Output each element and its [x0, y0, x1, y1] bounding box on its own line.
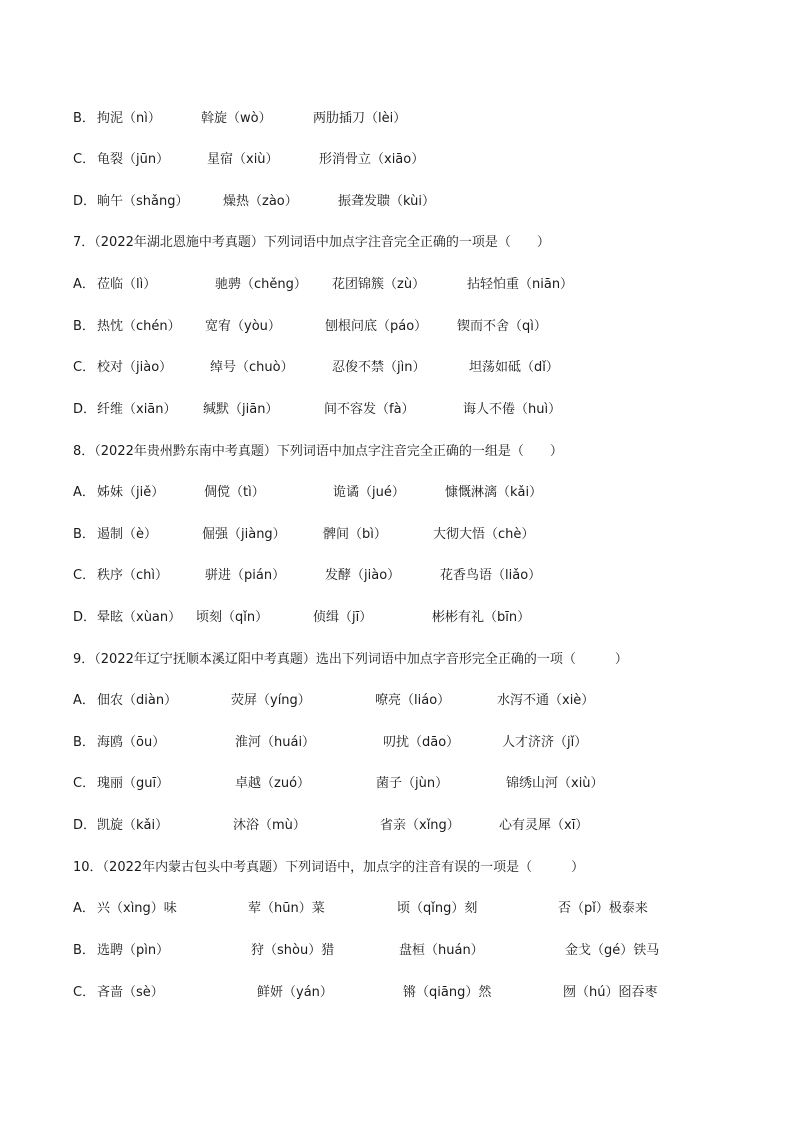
option-label: A． [73, 901, 95, 916]
option-word: 花香鸟语（liǎo） [440, 568, 542, 583]
option-label: D． [73, 194, 97, 209]
option-word: 诲人不倦（huì） [463, 402, 562, 417]
question-7 [73, 231, 550, 255]
option-word: 振聋发聩（kùi） [338, 194, 435, 209]
option-word: 叨扰（dāo） [383, 735, 460, 750]
option-word: 盘桓（huán） [399, 943, 484, 958]
option-word: 锲而不舍（qì） [457, 319, 547, 334]
option-word: 星宿（xiù） [207, 152, 279, 167]
option-word: 宽宥（yòu） [205, 319, 281, 334]
option-word: 遏制（è） [97, 527, 157, 542]
question-9 [73, 648, 628, 672]
option-word: 校对（jiào） [97, 360, 173, 375]
option-word: 凯旋（kǎi） [97, 818, 169, 833]
option-word: 锦绣山河（xiù） [506, 776, 604, 791]
option-word: 刨根问底（páo） [325, 319, 428, 334]
option-word: 吝啬（sè） [97, 985, 164, 1000]
option-word: 瑰丽（guī） [97, 776, 170, 791]
option-word: 省亲（xǐng） [380, 818, 460, 833]
option-label: D． [73, 402, 97, 417]
question-8 [73, 440, 563, 464]
option-label: B． [73, 111, 95, 126]
option-word: 晌午（shǎng） [97, 194, 189, 209]
option-label: C． [73, 360, 96, 375]
option-word: 两肋插刀（lèi） [313, 111, 407, 126]
option-word: 锵（qiāng）然 [403, 985, 492, 1000]
option-label: C． [73, 776, 96, 791]
option-word: 顷（qǐng）刻 [397, 901, 478, 916]
question-text: 7．（2022年湖北恩施中考真题）下列词语中加点字注音完全正确的一项是（ ） [73, 235, 550, 250]
option-word: 选聘（pìn） [97, 943, 170, 958]
option-word: 晕眩（xùan） [97, 610, 182, 625]
option-word: 坦荡如砥（dǐ） [469, 360, 559, 375]
option-word: 拈轻怕重（niān） [467, 277, 574, 292]
option-word: 佃农（diàn） [97, 693, 178, 708]
question-10 [73, 856, 584, 880]
option-word: 水泻不通（xiè） [497, 693, 595, 708]
option-word: 兴（xìng）味 [97, 901, 177, 916]
option-word: 忍俊不禁（jìn） [332, 360, 426, 375]
option-word: 驰骋（chěng） [215, 277, 307, 292]
option-word: 莅临（lì） [97, 277, 157, 292]
option-word: 彬彬有礼（bīn） [432, 610, 531, 625]
question-text: 8．（2022年贵州黔东南中考真题）下列词语中加点字注音完全正确的一组是（ ） [73, 444, 563, 459]
option-word: 狩（shòu）猎 [251, 943, 335, 958]
option-label: D． [73, 818, 97, 833]
option-word: 人才济济（jǐ） [502, 735, 588, 750]
option-label: C． [73, 568, 96, 583]
option-label: C． [73, 985, 96, 1000]
option-label: A． [73, 693, 95, 708]
option-word: 囫（hú）囵吞枣 [563, 985, 658, 1000]
option-word: 海鸥（ōu） [97, 735, 166, 750]
option-label: C． [73, 152, 96, 167]
option-word: 菌子（jùn） [376, 776, 449, 791]
option-word: 热忱（chén） [97, 319, 181, 334]
option-label: D． [73, 610, 97, 625]
option-word: 倔强（jiàng） [202, 527, 286, 542]
option-label: A． [73, 485, 95, 500]
option-word: 卓越（zuó） [235, 776, 311, 791]
option-word: 骈进（pián） [205, 568, 286, 583]
option-word: 否（pǐ）极泰来 [558, 901, 648, 916]
option-word: 秩序（chì） [97, 568, 168, 583]
option-label: B． [73, 735, 95, 750]
option-word: 姊妹（jiě） [97, 485, 165, 500]
option-word: 纤维（xiān） [97, 402, 177, 417]
option-word: 形消骨立（xiāo） [319, 152, 425, 167]
option-word: 拘泥（nì） [97, 111, 161, 126]
option-word: 大彻大悟（chè） [433, 527, 535, 542]
option-word: 嘹亮（liáo） [375, 693, 451, 708]
option-word: 鲜妍（yán） [257, 985, 333, 1000]
question-text: 10．（2022年内蒙古包头中考真题）下列词语中，加点字的注音有误的一项是（ ） [73, 860, 585, 875]
option-word: 荧屏（yíng） [231, 693, 311, 708]
option-word: 髀间（bì） [323, 527, 387, 542]
option-word: 心有灵犀（xī） [499, 818, 589, 833]
option-word: 荤（hūn）菜 [248, 901, 325, 916]
option-label: B． [73, 319, 95, 334]
option-word: 顷刻（qǐn） [196, 610, 269, 625]
option-label: A． [73, 277, 95, 292]
option-word: 侦缉（jī） [313, 610, 373, 625]
option-label: B． [73, 943, 95, 958]
option-word: 缄默（jiān） [203, 402, 279, 417]
option-word: 间不容发（fà） [324, 402, 415, 417]
option-word: 金戈（gé）铁马 [565, 943, 660, 958]
option-word: 斡旋（wò） [201, 111, 272, 126]
option-word: 倜傥（tì） [204, 485, 265, 500]
question-text: 9．（2022年辽宁抚顺本溪辽阳中考真题）选出下列词语中加点字音形完全正确的一项（ ） [73, 652, 628, 667]
option-word: 诡谲（jué） [333, 485, 405, 500]
option-word: 花团锦簇（zù） [332, 277, 426, 292]
option-word: 淮河（huái） [235, 735, 316, 750]
option-word: 龟裂（jūn） [97, 152, 170, 167]
option-word: 燥热（zào） [223, 194, 298, 209]
option-label: B． [73, 527, 95, 542]
option-word: 慷慨淋漓（kǎi） [445, 485, 543, 500]
option-word: 绰号（chuò） [210, 360, 294, 375]
option-word: 发酵（jiào） [325, 568, 401, 583]
option-word: 沐浴（mù） [233, 818, 306, 833]
